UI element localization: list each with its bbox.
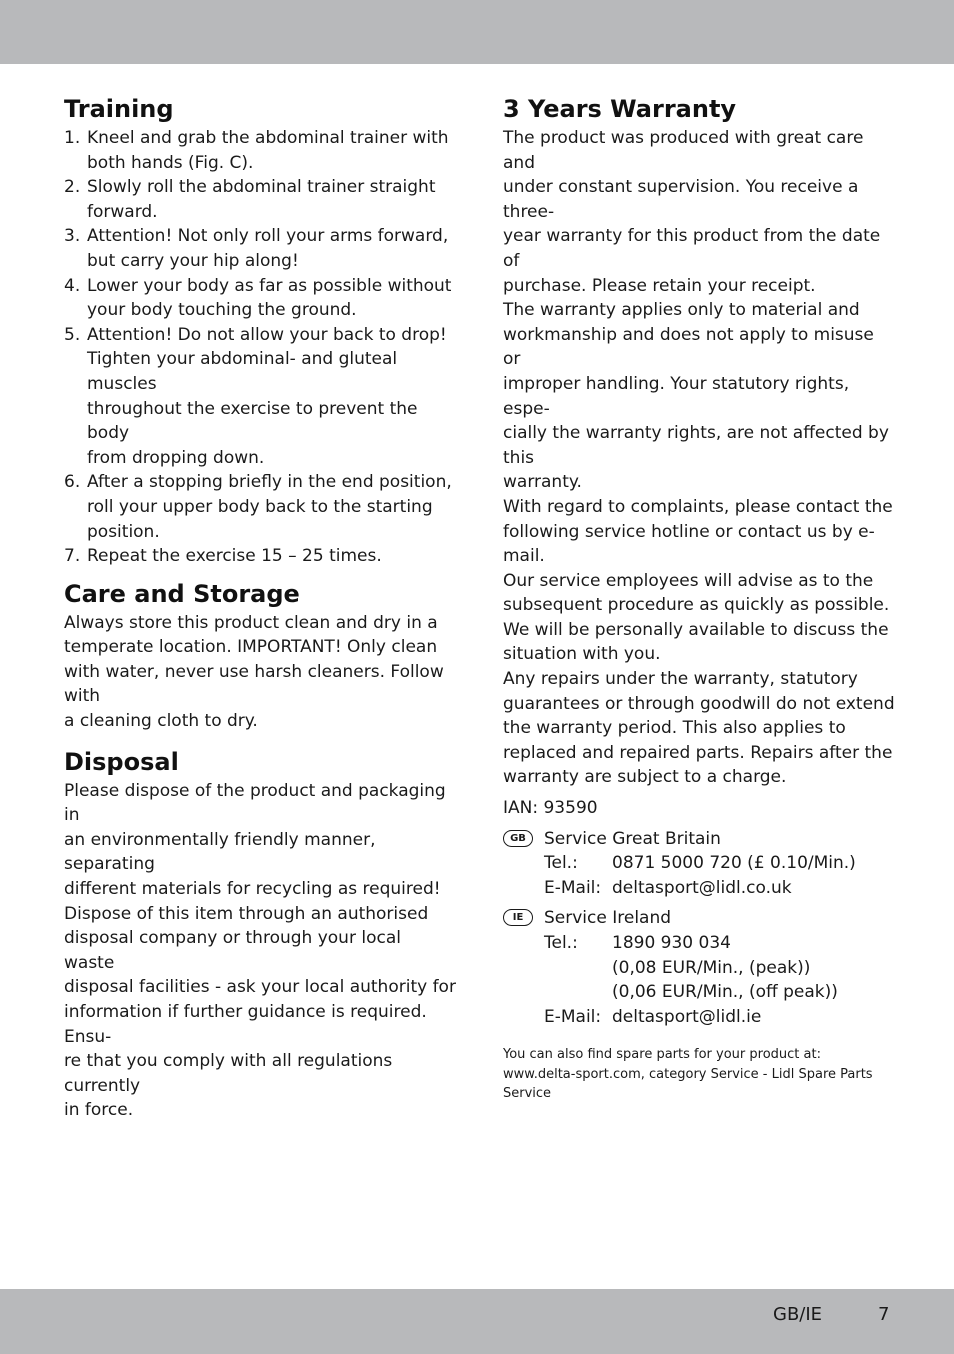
- warranty-line: under constant supervision. You receive a three-: [503, 177, 859, 222]
- service-gb-email: deltasport@lidl.co.uk: [612, 877, 792, 898]
- training-step: [64, 175, 456, 224]
- ie-country-badge: IE: [503, 909, 533, 926]
- disposal-line: different materials for recycling as required!: [64, 879, 441, 900]
- warranty-line: following service hotline or contact us by e-mail.: [503, 521, 875, 567]
- step-number: 2.: [64, 177, 81, 198]
- training-step: [64, 470, 456, 544]
- step-number: 6.: [64, 472, 81, 493]
- step-number: 5.: [64, 324, 81, 345]
- service-gb-title: Service Great Britain: [544, 828, 721, 849]
- step-number: 4.: [64, 275, 81, 296]
- warranty-line: year warranty for this product from the date of: [503, 226, 881, 271]
- service-ie-email: deltasport@lidl.ie: [612, 1006, 762, 1027]
- step-number: 7.: [64, 546, 81, 567]
- step-line: position.: [87, 521, 160, 542]
- service-gb-tel-row: [544, 851, 895, 876]
- spare-parts-line: www.delta-sport.com, category Service - Lidl Spare Parts: [503, 1066, 873, 1082]
- warranty-line: replaced and repaired parts. Repairs after the: [503, 742, 893, 763]
- step-line: Lower your body as far as possible without: [87, 275, 452, 296]
- training-steps: [64, 126, 456, 569]
- service-gb: [503, 827, 895, 901]
- service-ie-title: Service Ireland: [544, 908, 672, 929]
- service-ie-rate-row: [544, 956, 895, 981]
- care-heading: Care and Storage: [64, 579, 300, 608]
- step-line: Tighten your abdominal- and gluteal muscles: [87, 349, 398, 394]
- step-line: Attention! Not only roll your arms forward,: [87, 226, 449, 247]
- tel-label: Tel.:: [544, 933, 578, 953]
- training-step: [64, 323, 456, 471]
- service-ie-email-row: [544, 1005, 895, 1030]
- ian-number: IAN: 93590: [503, 798, 598, 819]
- training-step: [64, 126, 456, 175]
- spare-parts-line: You can also find spare parts for your product at:: [503, 1047, 821, 1063]
- page-number: 7: [878, 1304, 890, 1325]
- warranty-line: With regard to complaints, please contact the: [503, 496, 893, 517]
- step-line: Kneel and grab the abdominal trainer with: [87, 128, 449, 148]
- service-ie-peak-rate: (0,08 EUR/Min., (peak)): [612, 957, 811, 978]
- spare-parts-line: Service: [503, 1086, 552, 1102]
- warranty-line: Our service employees will advise as to the: [503, 570, 874, 591]
- step-line: your body touching the ground.: [87, 300, 357, 321]
- disposal-text: [64, 779, 456, 1123]
- disposal-line: an environmentally friendly manner, separating: [64, 829, 376, 875]
- disposal-line: disposal company or through your local waste: [64, 928, 401, 973]
- step-line: After a stopping briefly in the end position,: [87, 472, 452, 493]
- care-line: temperate location. IMPORTANT! Only clean: [64, 637, 438, 658]
- warranty-line: cially the warranty rights, are not affected by this: [503, 423, 889, 468]
- spare-parts-note: [503, 1045, 895, 1103]
- disposal-line: in force.: [64, 1100, 134, 1121]
- step-line: throughout the exercise to prevent the body: [87, 398, 418, 444]
- email-label: E-Mail:: [544, 877, 602, 898]
- disposal-line: information if further guidance is required. Ensu-: [64, 1002, 427, 1047]
- warranty-line: the warranty period. This also applies to: [503, 718, 846, 739]
- warranty-line: purchase. Please retain your receipt.: [503, 275, 816, 296]
- care-line: a cleaning cloth to dry.: [64, 711, 258, 732]
- warranty-text: [503, 126, 895, 790]
- left-column: [64, 92, 456, 1123]
- training-step: [64, 224, 456, 273]
- header-band: [0, 0, 954, 64]
- right-column: [503, 92, 895, 1104]
- care-line: Always store this product clean and dry in a: [64, 612, 438, 633]
- warranty-line: situation with you.: [503, 644, 661, 665]
- warranty-line: workmanship and does not apply to misuse or: [503, 324, 874, 370]
- step-line: roll your upper body back to the starting: [87, 496, 433, 517]
- step-line: but carry your hip along!: [87, 250, 299, 271]
- step-line: both hands (Fig. C).: [87, 152, 254, 173]
- service-ie-phone: 1890 930 034: [612, 933, 731, 953]
- service-gb-phone: 0871 5000 720 (£ 0.10/Min.): [612, 853, 856, 874]
- disposal-line: Dispose of this item through an authorised: [64, 903, 429, 924]
- warranty-line: We will be personally available to discuss the: [503, 619, 889, 640]
- warranty-line: The warranty applies only to material and: [503, 300, 860, 321]
- warranty-line: warranty.: [503, 472, 582, 493]
- warranty-line: The product was produced with great care and: [503, 128, 864, 173]
- step-line: forward.: [87, 201, 158, 222]
- warranty-line: warranty are subject to a charge.: [503, 767, 787, 788]
- warranty-line: Any repairs under the warranty, statutory: [503, 669, 858, 690]
- email-label: E-Mail:: [544, 1006, 602, 1027]
- warranty-line: improper handling. Your statutory rights, espe-: [503, 373, 850, 419]
- tel-label: Tel.:: [544, 853, 578, 874]
- step-line: from dropping down.: [87, 447, 265, 468]
- training-step: [64, 274, 456, 323]
- service-gb-email-row: [544, 876, 895, 901]
- care-text: [64, 611, 456, 734]
- step-number: 1.: [64, 128, 81, 148]
- step-line: Attention! Do not allow your back to drop!: [87, 324, 447, 345]
- step-line: Repeat the exercise 15 – 25 times.: [87, 546, 382, 567]
- disposal-line: Please dispose of the product and packaging in: [64, 780, 446, 826]
- care-line: with water, never use harsh cleaners. Follow with: [64, 661, 444, 707]
- service-ie-rate-row: [544, 980, 895, 1005]
- step-number: 3.: [64, 226, 81, 247]
- training-heading: Training: [64, 95, 174, 123]
- step-line: Slowly roll the abdominal trainer straight: [87, 177, 436, 198]
- gb-country-badge: GB: [503, 830, 533, 847]
- disposal-line: re that you comply with all regulations currently: [64, 1051, 393, 1096]
- warranty-line: guarantees or through goodwill do not extend: [503, 693, 895, 714]
- warranty-heading: 3 Years Warranty: [503, 95, 737, 123]
- warranty-line: subsequent procedure as quickly as possible.: [503, 595, 890, 616]
- footer-language-code: GB/IE: [773, 1304, 823, 1325]
- service-ie-offpeak-rate: (0,06 EUR/Min., (off peak)): [612, 982, 838, 1003]
- disposal-heading: Disposal: [64, 747, 179, 776]
- disposal-line: disposal facilities - ask your local authority for: [64, 977, 456, 998]
- service-ie-tel-row: [544, 931, 895, 956]
- service-ie: [503, 906, 895, 1029]
- training-step: [64, 544, 456, 569]
